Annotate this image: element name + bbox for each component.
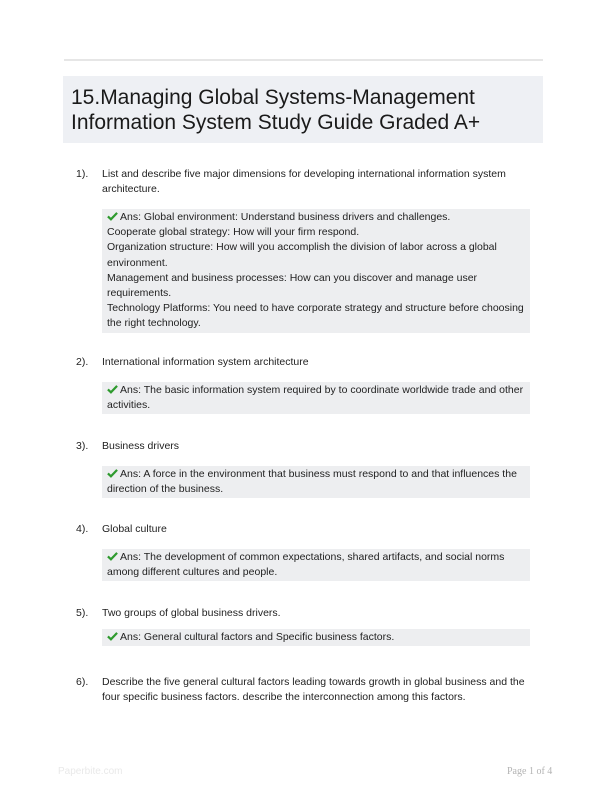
top-divider xyxy=(64,59,543,61)
answer-box xyxy=(102,466,530,498)
question-item xyxy=(76,355,536,414)
answer-line: Ans: General cultural factors and Specific business factors. xyxy=(120,631,395,643)
question-text: Two groups of global business drivers. xyxy=(102,607,281,619)
answer-line: Cooperate global strategy: How will your firm respond. xyxy=(107,226,360,239)
question-item xyxy=(76,606,536,646)
answer-box xyxy=(102,629,530,646)
question-number: 2). xyxy=(76,356,89,368)
answer-line: Ans: The basic information system required by to coordinate worldwide trade and other activities. xyxy=(107,384,524,412)
check-icon xyxy=(107,384,118,394)
question-number: 5). xyxy=(76,607,89,619)
question-text: International information system architecture xyxy=(102,356,309,368)
check-icon xyxy=(107,631,118,641)
question-item xyxy=(76,522,536,581)
answer-line: Ans: A force in the environment that business must respond to and that influences the direction of the business. xyxy=(107,468,517,496)
check-icon xyxy=(107,211,118,221)
question-text: Global culture xyxy=(102,523,167,535)
answer-line: Organization structure: How will you accomplish the division of labor across a global environment. xyxy=(107,241,497,269)
question-text: Business drivers xyxy=(102,440,180,452)
answer-box xyxy=(102,209,530,333)
question-item xyxy=(76,167,536,333)
page-number: Page 1 of 4 xyxy=(507,766,553,777)
page-title: 15.Managing Global Systems-Management Information System Study Guide Graded A+ xyxy=(71,86,481,134)
question-item xyxy=(76,675,536,705)
check-icon xyxy=(107,468,118,478)
answer-line: Technology Platforms: You need to have corporate strategy and structure before choosing the right technology. xyxy=(107,302,524,330)
question-text: List and describe five major dimensions for developing international information system architecture. xyxy=(102,168,506,195)
answer-line: Ans: Global environment: Understand business drivers and challenges. xyxy=(120,211,451,223)
question-number: 3). xyxy=(76,440,89,452)
title-banner xyxy=(63,76,543,143)
question-number: 6). xyxy=(76,676,89,688)
answer-box xyxy=(102,382,530,414)
answer-box xyxy=(102,549,530,581)
question-number: 4). xyxy=(76,523,89,535)
answer-line: Management and business processes: How can you discover and manage user requirements. xyxy=(107,271,478,300)
question-text: Describe the five general cultural factors leading towards growth in global business and the four specific business factors. describe the interconnection among this factors. xyxy=(102,676,525,703)
question-number: 1). xyxy=(76,168,89,180)
footer-watermark: Paperbite.com xyxy=(58,766,123,777)
check-icon xyxy=(107,551,118,561)
question-item xyxy=(76,439,536,498)
answer-line: Ans: The development of common expectations, shared artifacts, and social norms among different cultures and people. xyxy=(107,551,505,579)
